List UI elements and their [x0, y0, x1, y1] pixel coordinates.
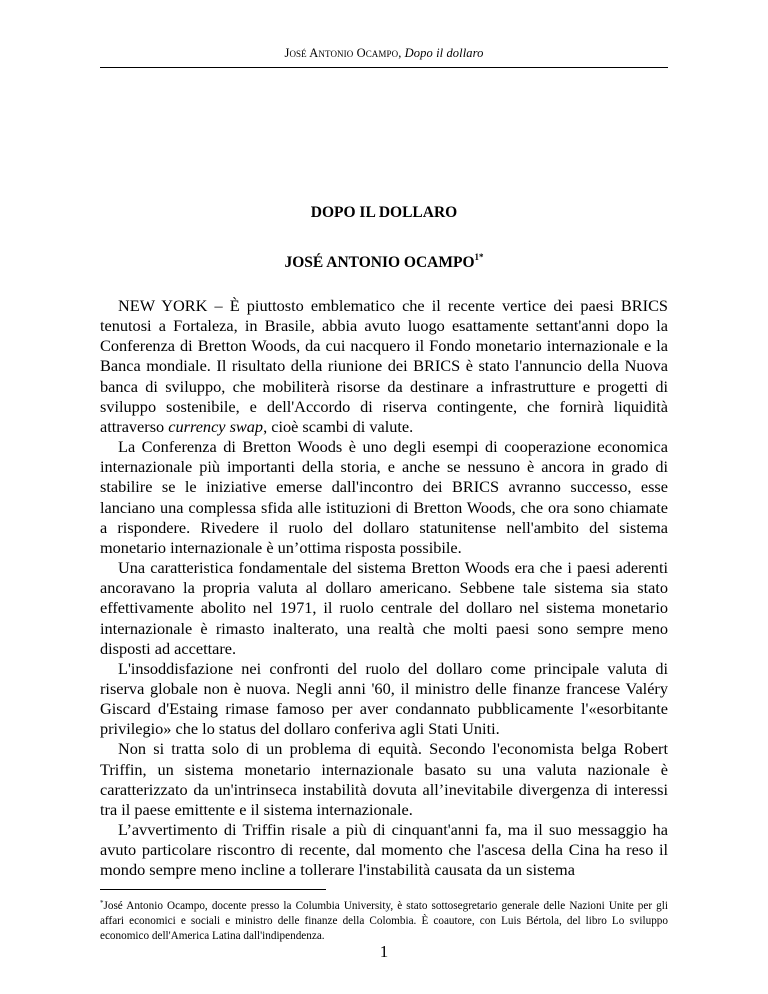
running-header [0, 46, 768, 61]
paragraph: Una caratteristica fondamentale del sistema Bretton Woods era che i paesi aderenti ancoravano la propria valuta al dollaro americano. Sebbene tale sistema sia stato effettivamente abolito nel 1971, il ruolo centrale del dollaro nel sistema monetario internazionale è rimasto inalterato, una realtà che molti paesi sono sempre meno disposti ad accettare. [100, 558, 668, 658]
author-name: JOSÉ ANTONIO OCAMPO [284, 254, 475, 271]
footnote-mark: * [100, 899, 104, 907]
paragraph: Non si tratta solo di un problema di equità. Secondo l'economista belga Robert Triffin, un sistema monetario internazionale basato su una valuta nazionale è caratterizzato da un'intrinseca instabilità dovuta all’inevitabile divergenza di interessi tra il paese emittente e il sistema internazionale. [100, 739, 668, 819]
paragraph [100, 296, 668, 437]
article-title: DOPO IL DOLLARO [310, 204, 458, 221]
article-author [0, 252, 768, 272]
header-title: Dopo il dollaro [404, 46, 484, 60]
header-author: José Antonio Ocampo [284, 46, 399, 60]
article-body [100, 296, 668, 881]
paragraph-text: , cioè scambi di valute. [263, 416, 414, 436]
footnote [100, 896, 668, 944]
footnote-rule [100, 889, 326, 890]
header-separator: , [398, 46, 405, 60]
paragraph: L’avvertimento di Triffin risale a più di cinquant'anni fa, ma il suo messaggio ha avuto particolare riscontro di recente, dal momento che l'ascesa della Cina ha reso il mondo sempre meno incline a tollerare l'instabilità causata da un sistema [100, 820, 668, 880]
footnote-text: José Antonio Ocampo, docente presso la Columbia University, è stato sottosegretario generale delle Nazioni Unite per gli affari economici e sociali e ministro delle finanze della Colombia. È coautore, con Luis Bértola, del libro Lo sviluppo economico dell'America Latina dall'indipendenza. [100, 900, 668, 942]
author-note-mark: 1* [474, 252, 484, 262]
paragraph-text: NEW YORK – È piuttosto emblematico che il recente vertice dei paesi BRICS tenutosi a Fortaleza, in Brasile, abbia avuto luogo esattamente settant'anni dopo la Conferenza di Bretton Woods, da cui nacquero il Fondo monetario internazionale e la Banca mondiale. Il risultato della riunione dei BRICS è stato l'annuncio della Nuova banca di sviluppo, che mobiliterà risorse da destinare a infrastrutture e progetti di sviluppo sostenibile, e dell'Accordo di riserva contingente, che fornirà liquidità attraverso [100, 296, 668, 436]
paragraph: L'insoddisfazione nei confronti del ruolo del dollaro come principale valuta di riserva globale non è nuova. Negli anni '60, il ministro delle finanze francese Valéry Giscard d'Estaing rimase famoso per aver condannato pubblicamente l'«esorbitante privilegio» che lo status del dollaro conferiva agli Stati Uniti. [100, 658, 668, 739]
page-number: 1 [379, 942, 389, 961]
header-rule [100, 67, 668, 68]
italic-term: currency swap [168, 416, 264, 436]
paragraph: La Conferenza di Bretton Woods è uno degli esempi di cooperazione economica internazionale più importanti della storia, e anche se nessuno è ancora in grado di stabilire se le iniziative emerse dall'incontro dei BRICS avranno successo, esse lanciano una complessa sfida alle istituzioni di Bretton Woods, che ora sono chiamate a rispondere. Rivedere il ruolo del dollaro statunitense nell'ambito del sistema monetario internazionale è un’ottima risposta possibile. [100, 437, 668, 557]
